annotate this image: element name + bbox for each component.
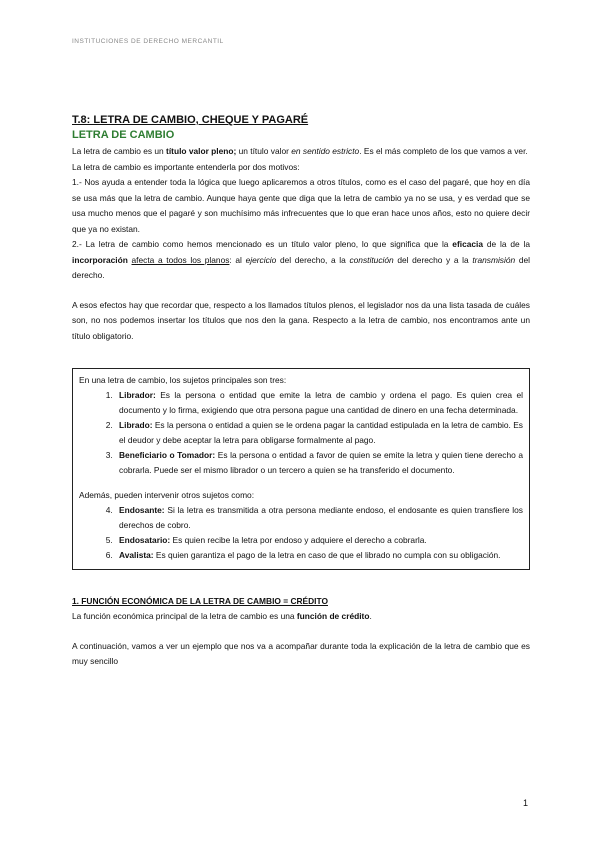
paragraph-motives: La letra de cambio es importante entenderla por dos motivos: (72, 161, 300, 172)
list-item: 1. Librador: Es la persona o entidad que emite la letra de cambio y ordena el pago. Es quien crea el documento y lo firma, exigiendo que otra persona pague una cantidad de dinero en una fecha determinada. (115, 388, 523, 418)
list-item: 4. Endosante: Si la letra es transmitida a otra persona mediante endoso, el endosante es quien transfiere los derechos de cobro. (115, 503, 523, 533)
box-intro-2: Además, pueden intervenir otros sujetos como: (79, 490, 255, 500)
sujetos-principales-list (79, 388, 523, 478)
page-number: 1 (522, 798, 528, 808)
paragraph-funcion: La función económica principal de la letra de cambio es una función de crédito. (72, 611, 372, 621)
list-item: 6. Avalista: Es quien garantiza el pago de la letra en caso de que el librado no cumpla con su obligación. (115, 548, 523, 563)
running-header: INSTITUCIONES DE DERECHO MERCANTIL (72, 38, 224, 45)
paragraph-motive-2: 2.- La letra de cambio como hemos mencionado es un título valor pleno, lo que significa que la eficacia de la de la incorporación afecta a todos los planos: al ejercicio del derecho, a la constitución del derecho y a la transmisión del derecho. (72, 239, 530, 280)
paragraph-motive-1: 1.- Nos ayuda a entender toda la lógica que luego aplicaremos a otros títulos, como es el caso del pagaré, que hoy en día se usa más que la letra de cambio. Aunque haya gente que diga que la letra de cambio ya no se usa, y es verdad que se usa mucho menos que el pagaré y son muchísimo más infrecuentes que lo que eran hace unos años, esto no quiere decir que ya no existan. (72, 177, 530, 234)
sujetos-box (72, 368, 530, 570)
document-title: T.8: LETRA DE CAMBIO, CHEQUE Y PAGARÉ (72, 114, 309, 126)
list-item: 3. Beneficiario o Tomador: Es la persona o entidad a favor de quien se emite la letra y quien tiene derecho a cobrarla. Puede ser el mismo librador o un tercero a quien se ha transferido el documento. (115, 448, 523, 478)
section-subtitle: LETRA DE CAMBIO (72, 129, 175, 141)
list-item: 2. Librado: Es la persona o entidad a quien se le ordena pagar la cantidad estipulada en la letra de cambio. Es el deudor y debe aceptar la letra para obligarse formalmente al pago. (115, 418, 523, 448)
list-item: 5. Endosatario: Es quien recibe la letra por endoso y adquiere el derecho a cobrarla. (115, 533, 523, 548)
section-heading-funcion: 1. FUNCIÓN ECONÓMICA DE LA LETRA DE CAMBIO = CRÉDITO (72, 596, 328, 606)
paragraph-intro: La letra de cambio es un título valor pleno; un título valor en sentido estricto. Es el más completo de los que vamos a ver. (72, 146, 528, 156)
page-content (72, 114, 530, 670)
box-intro: En una letra de cambio, los sujetos principales son tres: (79, 375, 287, 385)
otros-sujetos-list (79, 503, 523, 563)
paragraph-ejemplo: A continuación, vamos a ver un ejemplo que nos va a acompañar durante toda la explicación de la letra de cambio que es muy sencillo (72, 640, 530, 666)
paragraph-titulos-plenos: A esos efectos hay que recordar que, respecto a los llamados títulos plenos, el legislador nos da una lista tasada de cuáles son, no nos podemos insertar los títulos que nos den la gana. Respecto a la letra de cambio, nos encontramos ante un título obligatorio. (72, 299, 530, 341)
